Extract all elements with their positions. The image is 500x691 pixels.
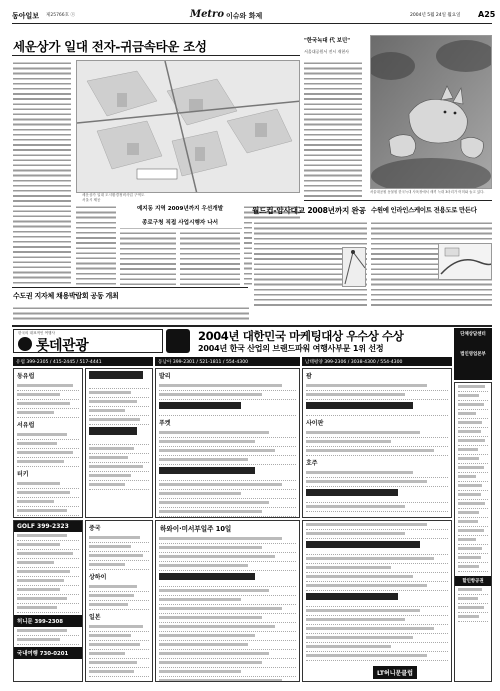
map-caption-line2: 서울시 제공 bbox=[82, 198, 101, 202]
ad-label-west-europe: 서유럽 bbox=[17, 422, 35, 429]
ad-label-east-europe: 동유럽 bbox=[17, 373, 35, 380]
ad-brand-tagline: 한국의 대표적인 여행사 bbox=[18, 331, 55, 335]
ad-sidebox bbox=[454, 328, 492, 380]
ad-brand-name: 롯데관광 bbox=[36, 338, 89, 354]
main-headline: 세운상가 일대 전자-귀금속타운 조성 bbox=[13, 39, 207, 54]
book-feature-subtitle: 서울대공원서 전시 재현사 bbox=[304, 49, 350, 54]
wolf-photo-caption: 서울대공원 동물원 한국늑대 사육장에서 새끼 늑대 3마리가 어미와 놀고 있다. bbox=[370, 190, 485, 194]
ad-phone-southeast: 동남아 399-2301 / 521-1811 / 554-4300 bbox=[155, 357, 300, 366]
ad-label-hawaii: 하와이·미서부일주 10일 bbox=[160, 525, 232, 533]
main-body-col2 bbox=[76, 205, 116, 285]
ad-label-australia: 호주 bbox=[306, 460, 318, 467]
divider-left bbox=[12, 287, 248, 288]
worldcup-map bbox=[342, 247, 366, 287]
ad-award-emblem bbox=[166, 329, 190, 353]
main-body-col4 bbox=[180, 231, 240, 285]
job-fair-headline: 수도권 지자체 채용박람회 공동 개최 bbox=[13, 292, 119, 300]
ad-brand-block bbox=[13, 329, 163, 353]
ad-label-shanghai: 상하이 bbox=[89, 574, 107, 581]
masthead-rule bbox=[12, 23, 492, 24]
ad-col-southpacific bbox=[302, 368, 452, 518]
worldcup-headline: 월드컵-암사대교 2008년까지 완공 bbox=[252, 206, 366, 215]
paper-name: 동아일보 bbox=[12, 12, 40, 20]
district-aerial-map bbox=[76, 60, 300, 193]
inline-skate-map bbox=[438, 243, 492, 280]
ad-label-saipan: 사이판 bbox=[306, 420, 324, 427]
ad-col-southeast bbox=[155, 368, 300, 518]
ad-label-japan: 일본 bbox=[89, 614, 101, 621]
main-subhead-2: 종로구청 직접 사업시행자 나서 bbox=[141, 220, 219, 226]
ad-phone-domestic: 국내여행 730-0201 bbox=[14, 647, 82, 659]
ad-label-turkey: 터키 bbox=[17, 471, 29, 478]
map-caption bbox=[82, 193, 232, 203]
page-number: A25 bbox=[478, 10, 496, 19]
section-name: 이슈와 화제 bbox=[226, 12, 263, 20]
ad-brand-logo-icon bbox=[18, 337, 32, 351]
ad-phone-southpacific: 남태평양 399-2306 / 3038-4300 / 554-4300 bbox=[302, 357, 452, 366]
ad-label-china: 중국 bbox=[89, 525, 101, 532]
divider-mid bbox=[304, 200, 492, 201]
ad-discount-air: 할인항공권 bbox=[455, 576, 491, 586]
ad-sidebox-mid: 법인영업본부 bbox=[460, 352, 486, 357]
main-body-col3 bbox=[120, 231, 176, 285]
ad-col-europe bbox=[13, 368, 83, 518]
ad-china-japan-block bbox=[85, 520, 153, 682]
ad-phone-honeymoon: 허니문 399-2308 bbox=[14, 615, 82, 627]
ad-col-europe-2 bbox=[85, 368, 153, 518]
book-feature-body bbox=[304, 61, 362, 199]
masthead bbox=[12, 9, 496, 23]
ad-label-bali: 발리 bbox=[159, 373, 171, 380]
ad-hawaii-block bbox=[155, 520, 300, 682]
book-feature bbox=[304, 36, 364, 198]
main-subheads bbox=[120, 204, 240, 226]
main-headline-rule bbox=[12, 55, 300, 56]
ad-lower-right-block bbox=[302, 520, 452, 682]
ad-label-guam: 괌 bbox=[306, 373, 312, 380]
subhead-rule bbox=[120, 228, 242, 229]
issue-date: 2004년 5월 24일 월요일 bbox=[410, 13, 461, 18]
book-feature-title: "한국녹대 代 보던" bbox=[304, 38, 351, 44]
map-caption-line1: 세운상가 일대 도시환경정비사업 구역도 bbox=[82, 193, 145, 197]
ad-phone-europe: 유럽 399-2305 / 415-2445 / 517-4441 bbox=[13, 357, 153, 366]
ad-golf-block bbox=[13, 520, 83, 682]
job-fair-body bbox=[13, 306, 249, 322]
issue-number: 제25766호 ⓢ bbox=[46, 13, 75, 18]
main-subhead-1: 예지동 지역 2009년까지 우선개발 bbox=[136, 206, 224, 212]
inline-skate-headline: 수원에 인라인스케이트 전용도로 만든다 bbox=[371, 206, 477, 214]
ad-phone-golf: GOLF 399-2323 bbox=[14, 521, 82, 532]
ad-col-right bbox=[454, 382, 492, 682]
ad-headline-2: 2004년 한국 산업의 브랜드파워 여행사부문 1위 선정 bbox=[198, 344, 384, 353]
main-body-col1 bbox=[13, 61, 71, 285]
section-logo: Metro bbox=[190, 9, 224, 20]
wolf-photo bbox=[370, 35, 492, 189]
ad-label-phuket: 푸켓 bbox=[159, 420, 171, 427]
ad-sidebox-top: 단체상담센터 bbox=[460, 332, 486, 337]
ad-honeymoon-club: LT허니문클럽 bbox=[373, 666, 417, 679]
ad-top-rule bbox=[12, 325, 492, 327]
ad-headline-1: 2004년 대한민국 마케팅대상 우수상 수상 bbox=[198, 329, 404, 343]
